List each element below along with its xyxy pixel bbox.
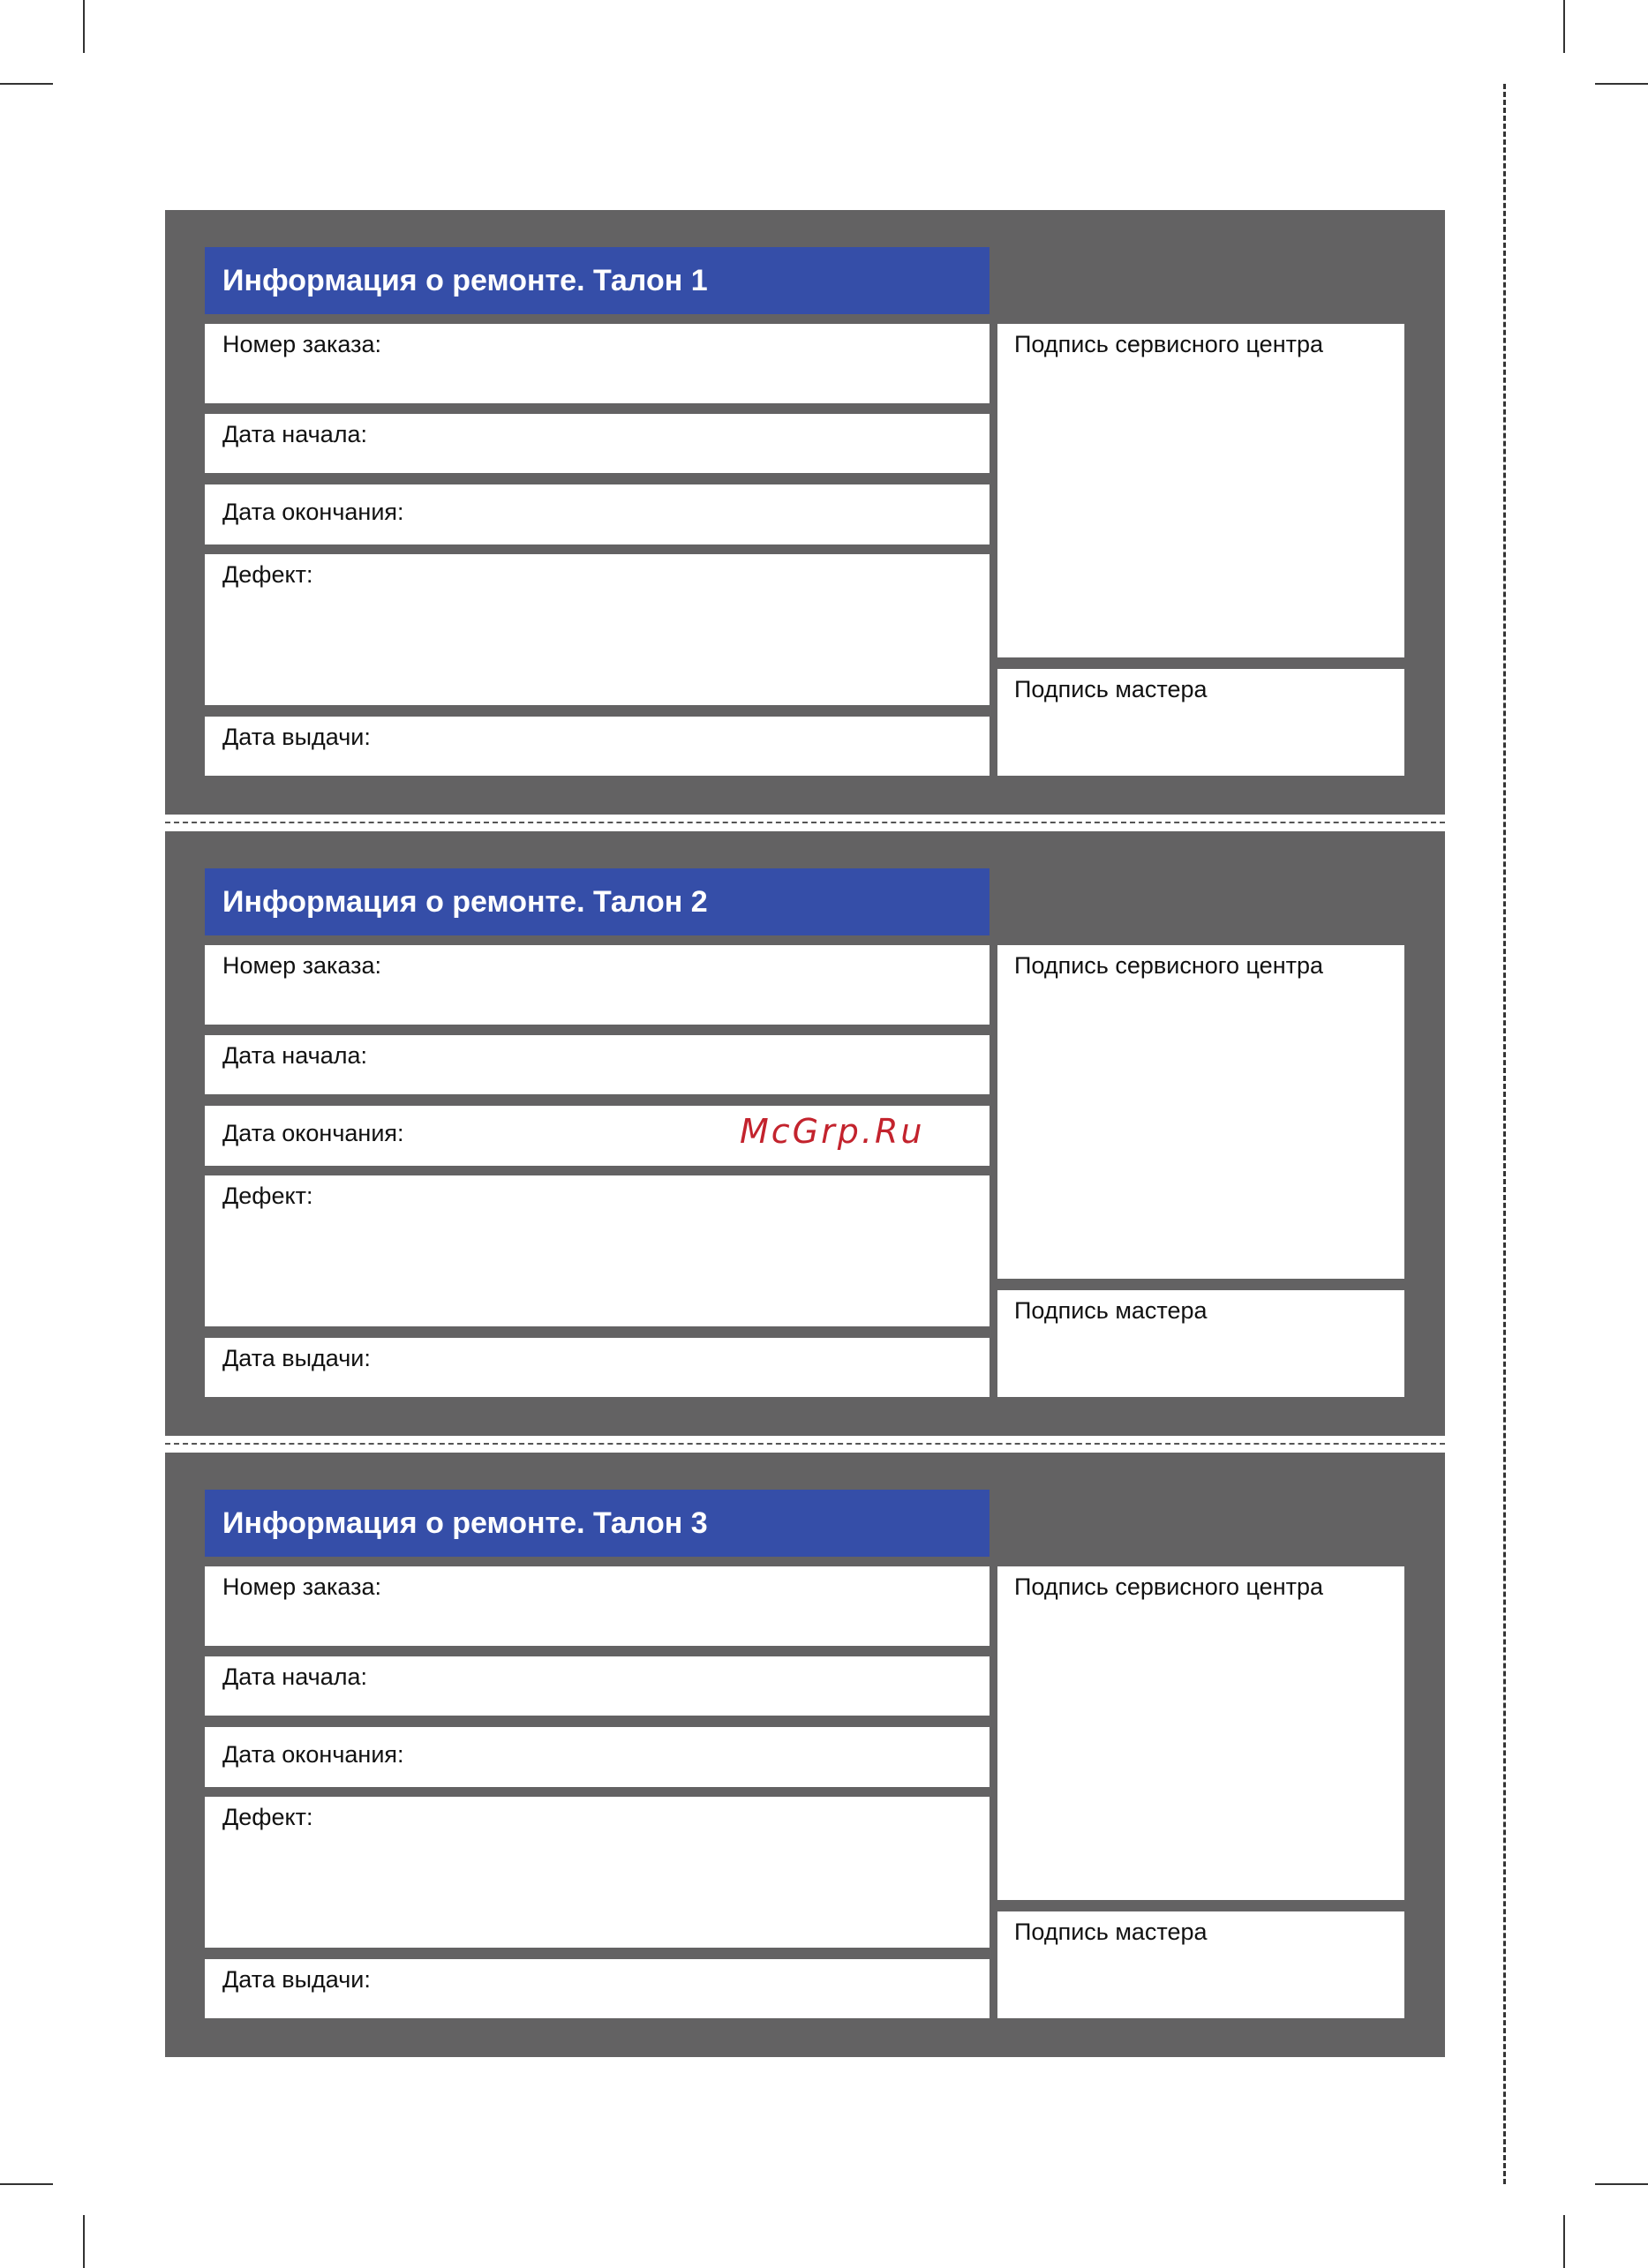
issue-date-field[interactable]: Дата выдачи:	[205, 1959, 990, 2018]
crop-mark-bottom-right-h	[1595, 2183, 1648, 2185]
issue-date-field[interactable]: Дата выдачи:	[205, 1338, 990, 1397]
crop-mark-top-right-v	[1563, 0, 1565, 53]
end-date-field[interactable]: Дата окончания:	[205, 484, 990, 544]
repair-coupon-1	[165, 210, 1445, 815]
vertical-cut-line	[1503, 84, 1506, 2184]
watermark-text: McGrp.Ru	[740, 1112, 925, 1151]
coupon-title: Информация о ремонте. Талон 1	[205, 247, 990, 314]
repair-coupon-3	[165, 1453, 1445, 2057]
service-center-signature-box[interactable]: Подпись сервисного центра	[997, 1566, 1404, 1900]
coupon-title: Информация о ремонте. Талон 2	[205, 868, 990, 935]
coupon-title: Информация о ремонте. Талон 3	[205, 1490, 990, 1557]
master-signature-box[interactable]: Подпись мастера	[997, 669, 1404, 776]
order-number-field[interactable]: Номер заказа:	[205, 1566, 990, 1646]
start-date-field[interactable]: Дата начала:	[205, 1035, 990, 1094]
issue-date-field[interactable]: Дата выдачи:	[205, 717, 990, 776]
service-center-signature-box[interactable]: Подпись сервисного центра	[997, 324, 1404, 657]
crop-mark-bottom-right-v	[1563, 2215, 1565, 2268]
tear-line	[165, 1443, 1445, 1445]
start-date-field[interactable]: Дата начала:	[205, 1656, 990, 1716]
crop-mark-bottom-left-h	[0, 2183, 53, 2185]
crop-mark-top-right-h	[1595, 83, 1648, 85]
order-number-field[interactable]: Номер заказа:	[205, 324, 990, 403]
crop-mark-top-left-h	[0, 83, 53, 85]
crop-mark-top-left-v	[83, 0, 85, 53]
start-date-field[interactable]: Дата начала:	[205, 414, 990, 473]
order-number-field[interactable]: Номер заказа:	[205, 945, 990, 1025]
defect-field[interactable]: Дефект:	[205, 1797, 990, 1948]
end-date-field[interactable]: Дата окончания:	[205, 1106, 990, 1166]
defect-field[interactable]: Дефект:	[205, 554, 990, 705]
defect-field[interactable]: Дефект:	[205, 1175, 990, 1326]
master-signature-box[interactable]: Подпись мастера	[997, 1911, 1404, 2018]
end-date-field[interactable]: Дата окончания:	[205, 1727, 990, 1787]
tear-line	[165, 822, 1445, 823]
service-center-signature-box[interactable]: Подпись сервисного центра	[997, 945, 1404, 1279]
crop-mark-bottom-left-v	[83, 2215, 85, 2268]
master-signature-box[interactable]: Подпись мастера	[997, 1290, 1404, 1397]
